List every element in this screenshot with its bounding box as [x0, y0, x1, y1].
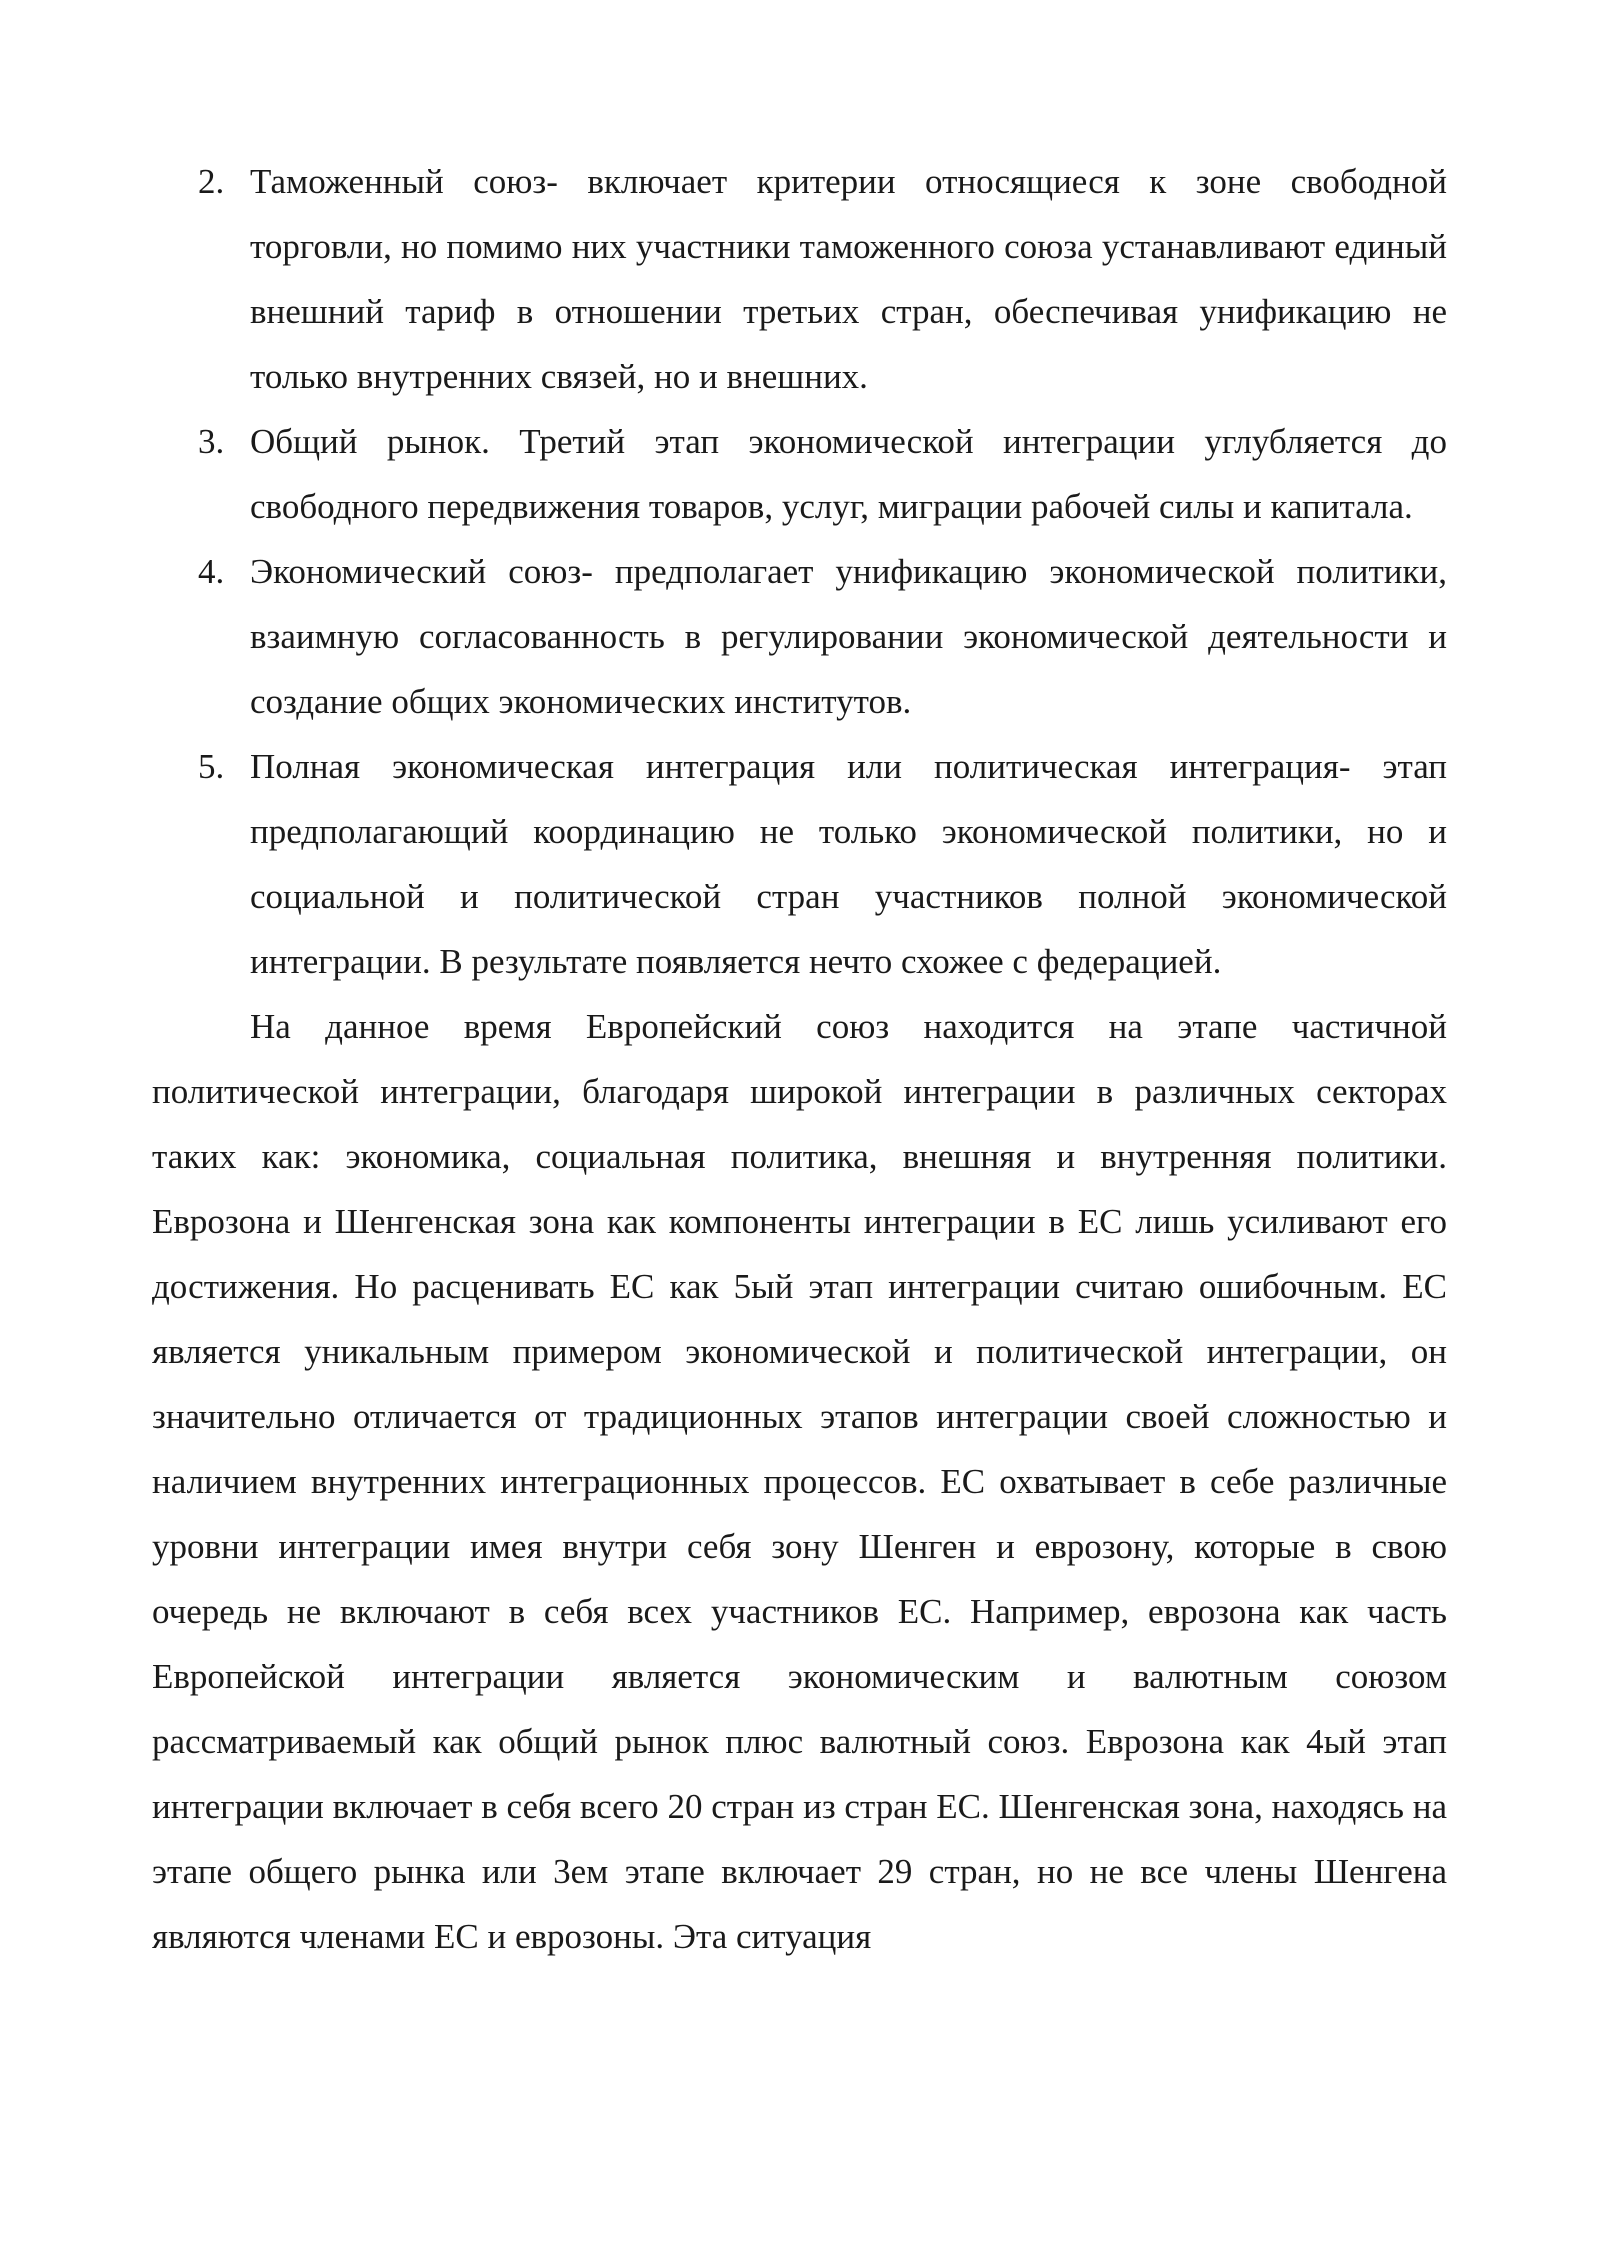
document-page — [152, 149, 1447, 1969]
list-item — [152, 149, 1447, 409]
list-item-number: 4. — [198, 552, 225, 591]
list-item — [152, 539, 1447, 734]
list-item — [152, 409, 1447, 539]
list-item-text: Общий рынок. Третий этап экономической интеграции углубляется до свободного передвижения товаров, услуг, миграции рабочей силы и капитала. — [250, 422, 1447, 526]
list-item-number: 2. — [198, 162, 225, 201]
list-item-text: Экономический союз- предполагает унификацию экономической политики, взаимную согласованность в регулировании экономической деятельности и создание общих экономических институтов. — [250, 552, 1447, 721]
body-paragraph: На данное время Европейский союз находится на этапе частичной политической интеграции, благодаря широкой интеграции в различных секторах таких как: экономика, социальная политика, внешняя и внутренняя политики. Еврозона и Шенгенская зона как компоненты интеграции в ЕС лишь усиливают его достижения. Но расценивать ЕС как 5ый этап интеграции считаю ошибочным. ЕС является уникальным примером экономической и политической интеграции, он значительно отличается от традиционных этапов интеграции своей сложностью и наличием внутренних интеграционных процессов. ЕС охватывает в себе различные уровни интеграции имея внутри себя зону Шенген и еврозону, которые в свою очередь не включают в себя всех участников ЕС. Например, еврозона как часть Европейской интеграции является экономическим и валютным союзом рассматриваемый как общий рынок плюс валютный союз. Еврозона как 4ый этап интеграции включает в себя всего 20 стран из стран ЕС. Шенгенская зона, находясь на этапе общего рынка или 3ем этапе включает 29 стран, но не все члены Шенгена являются членами ЕС и еврозоны. Эта ситуация — [152, 1007, 1447, 1956]
list-item-number: 3. — [198, 422, 225, 461]
list-item-text: Полная экономическая интеграция или политическая интеграция- этап предполагающий координацию не только экономической политики, но и социальной и политической стран участников полной экономической интеграции. В результате появляется нечто схожее с федерацией. — [250, 747, 1447, 981]
list-item-text: Таможенный союз- включает критерии относящиеся к зоне свободной торговли, но помимо них участники таможенного союза устанавливают единый внешний тариф в отношении третьих стран, обеспечивая унификацию не только внутренних связей, но и внешних. — [250, 162, 1447, 396]
list-item-number: 5. — [198, 747, 225, 786]
list-item — [152, 734, 1447, 994]
integration-stages-list — [152, 149, 1447, 994]
